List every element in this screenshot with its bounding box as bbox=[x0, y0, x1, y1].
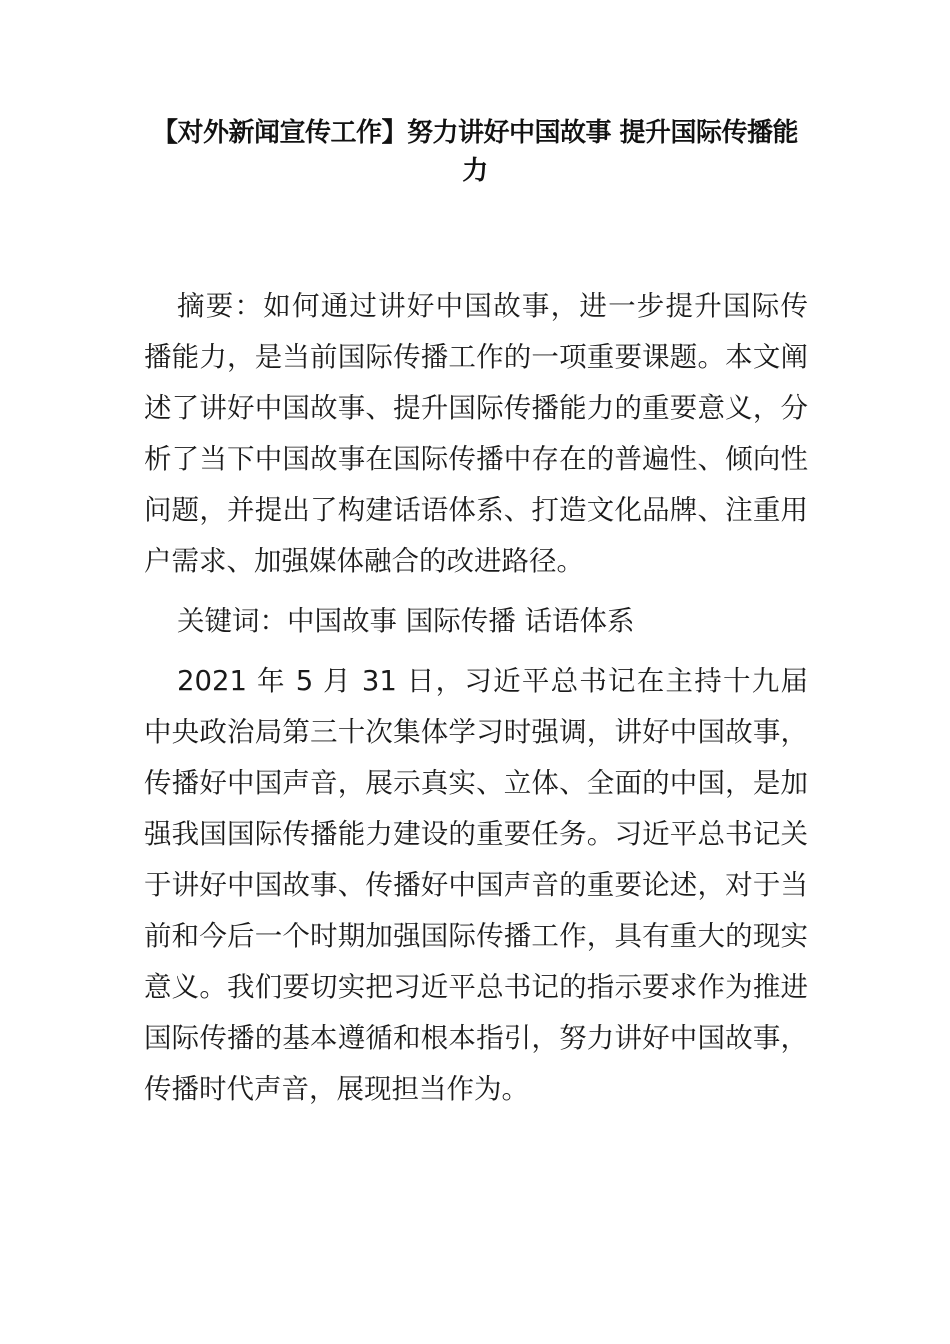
keywords-paragraph: 关键词：中国故事 国际传播 话语体系 bbox=[177, 605, 635, 637]
document-title: 【对外新闻宣传工作】努力讲好中国故事 提升国际传播能力 bbox=[151, 118, 799, 186]
abstract-paragraph: 摘要：如何通过讲好中国故事，进一步提升国际传播能力，是当前国际传播工作的一项重要课题。本文阐述了讲好中国故事、提升国际传播能力的重要意义，分析了当下中国故事在国际传播中存在的普遍性、倾向性问题，并提出了构建话语体系、打造文化品牌、注重用户需求、加强媒体融合的改进路径。 bbox=[144, 290, 808, 577]
document-body bbox=[144, 281, 808, 1115]
body-paragraph: 2021 年 5 月 31 日，习近平总书记在主持十九届中央政治局第三十次集体学习时强调，讲好中国故事，传播好中国声音，展示真实、立体、全面的中国，是加强我国国际传播能力建设的重要任务。习近平总书记关于讲好中国故事、传播好中国声音的重要论述，对于当前和今后一个时期加强国际传播工作，具有重大的现实意义。我们要切实把习近平总书记的指示要求作为推进国际传播的基本遵循和根本指引，努力讲好中国故事，传播时代声音，展现担当作为。 bbox=[144, 665, 808, 1105]
